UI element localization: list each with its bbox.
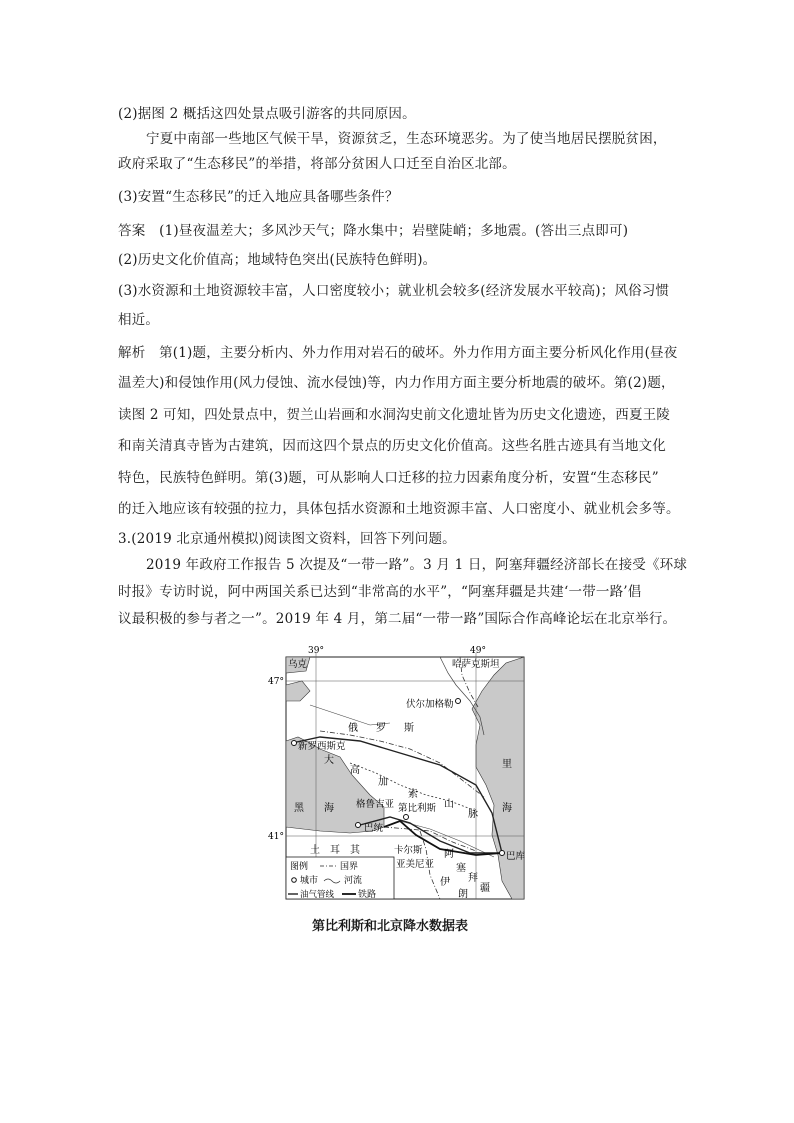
label-caucasus-2: 高 bbox=[350, 765, 360, 776]
label-tbilisi: 第比利斯 bbox=[398, 803, 437, 814]
answer-3a: (3)水资源和土地资源较丰富，人口密度较小；就业机会较多(经济发展水平较高)；风俗习惯 bbox=[118, 283, 670, 299]
label-caucasus-6: 脉 bbox=[468, 809, 478, 820]
lat-41-label: 41° bbox=[268, 832, 284, 842]
answer-3b: 相近。 bbox=[118, 312, 160, 328]
label-caucasus-3: 加 bbox=[378, 777, 388, 788]
label-georgia: 格鲁吉亚 bbox=[356, 799, 395, 810]
label-azerbaijan-4: 疆 bbox=[480, 883, 490, 894]
label-caucasus-5: 山 bbox=[444, 799, 454, 810]
label-azerbaijan-1: 阿 bbox=[444, 849, 454, 860]
analysis-3: 读图 2 可知，四处景点中，贺兰山岩画和水洞沟史前文化遗址皆为历史文化遗迹，西夏王陵 bbox=[118, 407, 671, 423]
label-turkey: 土 耳 其 bbox=[310, 845, 360, 856]
analysis-4: 和南关清真寺皆为古建筑，因而这四个景点的历史文化价值高。这些名胜古迹具有当地文化 bbox=[118, 438, 666, 454]
legend-pipeline: 油气管线 bbox=[300, 890, 335, 900]
paragraph-ningxia-2: 政府采取了“生态移民”的举措，将部分贫困人口迁至自治区北部。 bbox=[118, 156, 516, 172]
answer-1: 答案 (1)昼夜温差大；多风沙天气；降水集中；岩壁陡峭；多地震。(答出三点即可) bbox=[118, 223, 629, 239]
answer-2: (2)历史文化价值高；地域特色突出(民族特色鲜明)。 bbox=[118, 252, 437, 268]
question-3-heading: 3.(2019 北京通州模拟)阅读图文资料，回答下列问题。 bbox=[118, 531, 456, 547]
label-volgograd: 伏尔加格勒 bbox=[406, 699, 454, 710]
label-baku: 巴库 bbox=[506, 851, 526, 862]
label-caucasus-4: 索 bbox=[408, 789, 418, 800]
label-armenia: 亚美尼亚 bbox=[396, 859, 435, 870]
label-caspian-2: 海 bbox=[502, 803, 512, 814]
label-caucasus-1: 大 bbox=[324, 755, 334, 766]
city-tbilisi-dot bbox=[404, 815, 409, 820]
paragraph-ningxia-1: 宁夏中南部一些地区气候干旱，资源贫乏，生态环境恶劣。为了使当地居民摆脱贫困， bbox=[146, 131, 667, 147]
map-legend bbox=[286, 857, 394, 900]
city-volgograd-dot bbox=[456, 699, 461, 704]
label-kars: 卡尔斯 bbox=[394, 845, 423, 856]
question-3: (3)安置“生态移民”的迁入地应具备哪些条件？ bbox=[118, 189, 399, 205]
caucasus-map bbox=[268, 645, 526, 905]
analysis-6: 的迁入地应该有较强的拉力，具体包括水资源和土地资源丰富、人口密度小、就业机会多等。 bbox=[118, 501, 680, 517]
label-batumi: 巴统 bbox=[364, 823, 384, 834]
legend-railway: 铁路 bbox=[358, 890, 377, 900]
label-novorossiysk: 新罗西斯克 bbox=[298, 741, 346, 752]
legend-city: 城市 bbox=[300, 876, 319, 886]
material-2: 时报》专访时说，阿中两国关系已达到“非常高的水平”，“阿塞拜疆是共建‘一带一路’倡 bbox=[118, 584, 642, 600]
label-russia-1: 俄 bbox=[348, 723, 358, 734]
label-russia-2: 罗 bbox=[376, 723, 386, 734]
city-batumi-dot bbox=[356, 823, 361, 828]
legend-title: 图例 bbox=[290, 862, 309, 872]
label-kazakhstan: 哈萨克斯坦 bbox=[452, 659, 500, 670]
analysis-5: 特色，民族特色鲜明。第(3)题，可从影响人口迁移的拉力因素角度分析，安置“生态移民” bbox=[118, 470, 659, 486]
lon-39-label: 39° bbox=[308, 646, 324, 656]
legend-river: 河流 bbox=[344, 876, 363, 886]
label-ukraine: 乌克 bbox=[288, 659, 308, 670]
material-3: 议最积极的参与者之一”。2019 年 4 月，第二届“一带一路”国际合作高峰论坛在北京举行。 bbox=[118, 611, 677, 627]
legend-city-symbol bbox=[292, 878, 297, 883]
legend-border: 国界 bbox=[340, 862, 359, 872]
label-iran-1: 伊 bbox=[440, 877, 450, 888]
city-baku-dot bbox=[500, 851, 505, 856]
city-novorossiysk-dot bbox=[292, 741, 297, 746]
question-2: (2)据图 2 概括这四处景点吸引游客的共同原因。 bbox=[118, 106, 416, 122]
material-1: 2019 年政府工作报告 5 次提及“一带一路”。3 月 1 日，阿塞拜疆经济部长在接受《环球 bbox=[146, 557, 688, 573]
label-azerbaijan-2: 塞 bbox=[456, 863, 466, 874]
label-black-2: 海 bbox=[324, 803, 334, 814]
analysis-1: 解析 第(1)题，主要分析内、外力作用对岩石的破坏。外力作用方面主要分析风化作用(昼夜 bbox=[118, 345, 678, 361]
analysis-2: 温差大)和侵蚀作用(风力侵蚀、流水侵蚀)等，内力作用方面主要分析地震的破坏。第(2)题， bbox=[118, 375, 675, 391]
label-iran-2: 朗 bbox=[458, 889, 468, 900]
lon-49-label: 49° bbox=[470, 646, 486, 656]
table-caption: 第比利斯和北京降水数据表 bbox=[312, 919, 469, 934]
label-caspian-1: 里 bbox=[502, 759, 512, 770]
label-russia-3: 斯 bbox=[404, 723, 414, 734]
lat-47-label: 47° bbox=[268, 677, 284, 687]
label-black-1: 黑 bbox=[294, 803, 304, 814]
label-azerbaijan-3: 拜 bbox=[468, 873, 478, 884]
